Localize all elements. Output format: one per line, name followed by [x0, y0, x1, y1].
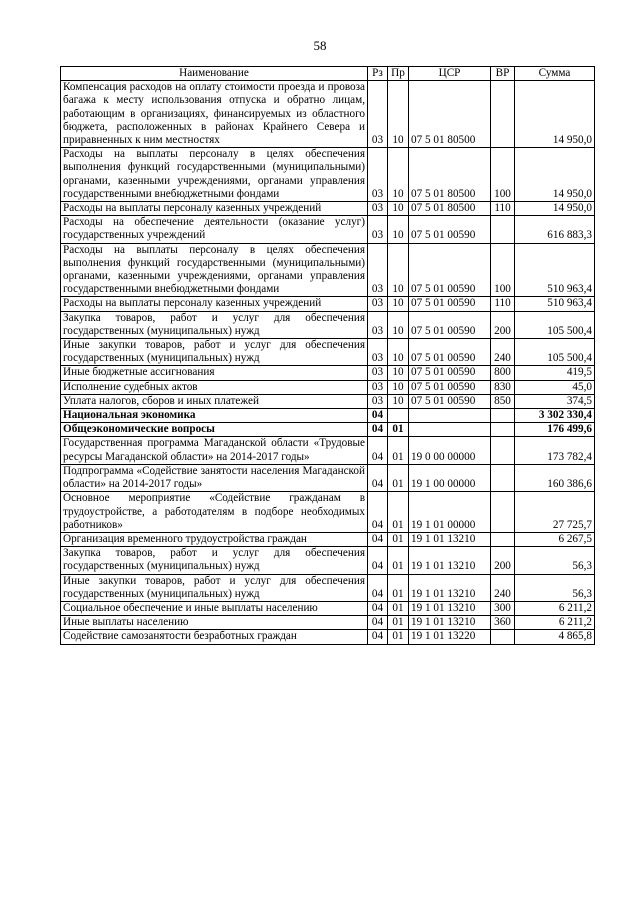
table-row: [61, 81, 595, 148]
cell-sum: 14 950,0: [515, 81, 595, 148]
cell-rz: 04: [368, 464, 388, 491]
header-name: Наименование: [61, 67, 368, 81]
cell-csr: 19 1 00 00000: [409, 464, 491, 491]
cell-vr: [491, 216, 515, 243]
cell-rz: 04: [368, 616, 388, 630]
cell-sum: 6 211,2: [515, 601, 595, 615]
cell-rz: 04: [368, 532, 388, 546]
cell-csr: 19 1 01 13210: [409, 532, 491, 546]
cell-name: Национальная экономика: [61, 409, 368, 423]
cell-pr: 10: [388, 380, 409, 394]
cell-vr: 240: [491, 339, 515, 366]
table-row: [61, 394, 595, 408]
cell-csr: 07 5 01 00590: [409, 216, 491, 243]
cell-vr: [491, 492, 515, 533]
cell-rz: 04: [368, 437, 388, 464]
header-sum: Сумма: [515, 67, 595, 81]
table-header-row: [61, 67, 595, 81]
table-row: [61, 601, 595, 615]
table-row: [61, 216, 595, 243]
cell-pr: 10: [388, 148, 409, 202]
cell-csr: 07 5 01 00590: [409, 297, 491, 311]
cell-rz: 04: [368, 423, 388, 437]
cell-csr: [409, 409, 491, 423]
cell-rz: 03: [368, 339, 388, 366]
cell-vr: [491, 423, 515, 437]
table-row: [61, 339, 595, 366]
table-row: [61, 437, 595, 464]
page-number: 58: [313, 38, 327, 53]
cell-pr: 10: [388, 202, 409, 216]
cell-name: Уплата налогов, сборов и иных платежей: [61, 394, 368, 408]
cell-vr: 830: [491, 380, 515, 394]
cell-vr: 240: [491, 574, 515, 601]
cell-name: Компенсация расходов на оплату стоимости проезда и провоза багажа к месту использования отпуска и обратно лицам, работающим в организациях, финансируемых из областного бюджета, расположенных в районах Крайнего Севера и приравненных к ним местностях: [61, 81, 368, 148]
cell-rz: 03: [368, 394, 388, 408]
table-row: [61, 202, 595, 216]
cell-name: Иные закупки товаров, работ и услуг для обеспечения государственных (муниципальных) нужд: [61, 339, 368, 366]
cell-csr: 19 1 01 13220: [409, 630, 491, 644]
cell-rz: 03: [368, 243, 388, 297]
cell-pr: 01: [388, 616, 409, 630]
table-row: [61, 464, 595, 491]
cell-rz: 03: [368, 311, 388, 338]
cell-sum: 56,3: [515, 547, 595, 574]
cell-name: Содействие самозанятости безработных граждан: [61, 630, 368, 644]
cell-sum: 105 500,4: [515, 339, 595, 366]
cell-pr: 01: [388, 532, 409, 546]
cell-sum: 510 963,4: [515, 297, 595, 311]
header-rz: Рз: [368, 67, 388, 81]
cell-rz: 03: [368, 202, 388, 216]
table-row: [61, 532, 595, 546]
cell-pr: 01: [388, 423, 409, 437]
cell-sum: 419,5: [515, 366, 595, 380]
cell-sum: 45,0: [515, 380, 595, 394]
cell-pr: 10: [388, 339, 409, 366]
cell-rz: 03: [368, 380, 388, 394]
cell-sum: 14 950,0: [515, 202, 595, 216]
cell-pr: 01: [388, 630, 409, 644]
cell-sum: 6 211,2: [515, 616, 595, 630]
cell-vr: [491, 81, 515, 148]
cell-name: Расходы на выплаты персоналу казенных учреждений: [61, 297, 368, 311]
header-csr: ЦСР: [409, 67, 491, 81]
cell-vr: [491, 532, 515, 546]
cell-name: Расходы на выплаты персоналу в целях обеспечения выполнения функций государственными (муниципальными) органами, казенными учреждениями, органами управления государственными внебюджетными фондами: [61, 148, 368, 202]
cell-name: Закупка товаров, работ и услуг для обеспечения государственных (муниципальных) нужд: [61, 547, 368, 574]
cell-vr: 200: [491, 311, 515, 338]
cell-pr: 01: [388, 574, 409, 601]
cell-csr: 19 1 01 13210: [409, 601, 491, 615]
cell-name: Общеэкономические вопросы: [61, 423, 368, 437]
cell-pr: [388, 409, 409, 423]
cell-rz: 04: [368, 630, 388, 644]
table-row: [61, 574, 595, 601]
cell-rz: 03: [368, 297, 388, 311]
cell-csr: 19 1 01 13210: [409, 547, 491, 574]
cell-rz: 03: [368, 148, 388, 202]
cell-csr: 07 5 01 00590: [409, 339, 491, 366]
cell-csr: 07 5 01 00590: [409, 394, 491, 408]
cell-vr: 850: [491, 394, 515, 408]
cell-name: Исполнение судебных актов: [61, 380, 368, 394]
cell-pr: 01: [388, 547, 409, 574]
cell-vr: 300: [491, 601, 515, 615]
cell-csr: 07 5 01 00590: [409, 366, 491, 380]
cell-sum: 6 267,5: [515, 532, 595, 546]
cell-rz: 04: [368, 409, 388, 423]
table-body: [61, 81, 595, 644]
cell-vr: [491, 630, 515, 644]
table-row: [61, 243, 595, 297]
table-row: [61, 297, 595, 311]
header-pr: Пр: [388, 67, 409, 81]
cell-sum: 4 865,8: [515, 630, 595, 644]
table-row: [61, 423, 595, 437]
cell-rz: 04: [368, 574, 388, 601]
cell-vr: 360: [491, 616, 515, 630]
cell-vr: [491, 437, 515, 464]
cell-name: Иные бюджетные ассигнования: [61, 366, 368, 380]
cell-csr: 19 0 00 00000: [409, 437, 491, 464]
table-row: [61, 492, 595, 533]
cell-sum: 374,5: [515, 394, 595, 408]
cell-vr: [491, 464, 515, 491]
cell-pr: 10: [388, 394, 409, 408]
cell-name: Основное мероприятие «Содействие гражданам в трудоустройстве, а работодателям в подборе необходимых работников»: [61, 492, 368, 533]
cell-name: Иные выплаты населению: [61, 616, 368, 630]
cell-vr: 200: [491, 547, 515, 574]
cell-sum: 173 782,4: [515, 437, 595, 464]
cell-rz: 03: [368, 81, 388, 148]
cell-pr: 01: [388, 464, 409, 491]
cell-vr: [491, 409, 515, 423]
cell-sum: 14 950,0: [515, 148, 595, 202]
cell-pr: 01: [388, 437, 409, 464]
header-vr: ВР: [491, 67, 515, 81]
table-row: [61, 380, 595, 394]
table-row: [61, 547, 595, 574]
cell-pr: 10: [388, 243, 409, 297]
cell-name: Иные закупки товаров, работ и услуг для обеспечения государственных (муниципальных) нужд: [61, 574, 368, 601]
budget-table: [60, 66, 595, 645]
table-row: [61, 409, 595, 423]
cell-csr: 19 1 01 13210: [409, 574, 491, 601]
cell-vr: 100: [491, 243, 515, 297]
cell-pr: 01: [388, 492, 409, 533]
cell-name: Государственная программа Магаданской области «Трудовые ресурсы Магаданской области» на 2014-2017 годы»: [61, 437, 368, 464]
cell-csr: 07 5 01 80500: [409, 202, 491, 216]
table-row: [61, 616, 595, 630]
cell-rz: 04: [368, 492, 388, 533]
cell-sum: 27 725,7: [515, 492, 595, 533]
cell-sum: 56,3: [515, 574, 595, 601]
cell-pr: 10: [388, 311, 409, 338]
table-row: [61, 366, 595, 380]
cell-csr: 07 5 01 00590: [409, 243, 491, 297]
cell-vr: 800: [491, 366, 515, 380]
cell-pr: 10: [388, 81, 409, 148]
cell-vr: 100: [491, 148, 515, 202]
cell-csr: 07 5 01 00590: [409, 311, 491, 338]
cell-sum: 510 963,4: [515, 243, 595, 297]
cell-vr: 110: [491, 202, 515, 216]
table-row: [61, 148, 595, 202]
cell-csr: 07 5 01 80500: [409, 81, 491, 148]
cell-csr: 07 5 01 80500: [409, 148, 491, 202]
cell-rz: 03: [368, 216, 388, 243]
cell-rz: 04: [368, 547, 388, 574]
cell-sum: 160 386,6: [515, 464, 595, 491]
cell-sum: 616 883,3: [515, 216, 595, 243]
cell-sum: 3 302 330,4: [515, 409, 595, 423]
cell-csr: 19 1 01 13210: [409, 616, 491, 630]
cell-csr: 07 5 01 00590: [409, 380, 491, 394]
cell-pr: 10: [388, 366, 409, 380]
cell-rz: 03: [368, 366, 388, 380]
cell-rz: 04: [368, 601, 388, 615]
table-row: [61, 630, 595, 644]
table-row: [61, 311, 595, 338]
cell-name: Расходы на выплаты персоналу казенных учреждений: [61, 202, 368, 216]
cell-name: Организация временного трудоустройства граждан: [61, 532, 368, 546]
cell-name: Закупка товаров, работ и услуг для обеспечения государственных (муниципальных) нужд: [61, 311, 368, 338]
cell-pr: 10: [388, 297, 409, 311]
cell-csr: [409, 423, 491, 437]
cell-name: Подпрограмма «Содействие занятости населения Магаданской области» на 2014-2017 годы»: [61, 464, 368, 491]
cell-sum: 105 500,4: [515, 311, 595, 338]
cell-sum: 176 499,6: [515, 423, 595, 437]
cell-csr: 19 1 01 00000: [409, 492, 491, 533]
cell-pr: 10: [388, 216, 409, 243]
cell-name: Расходы на выплаты персоналу в целях обеспечения выполнения функций государственными (муниципальными) органами, казенными учреждениями, органами управления государственными внебюджетными фондами: [61, 243, 368, 297]
cell-pr: 01: [388, 601, 409, 615]
cell-name: Социальное обеспечение и иные выплаты населению: [61, 601, 368, 615]
cell-name: Расходы на обеспечение деятельности (оказание услуг) государственных учреждений: [61, 216, 368, 243]
cell-vr: 110: [491, 297, 515, 311]
